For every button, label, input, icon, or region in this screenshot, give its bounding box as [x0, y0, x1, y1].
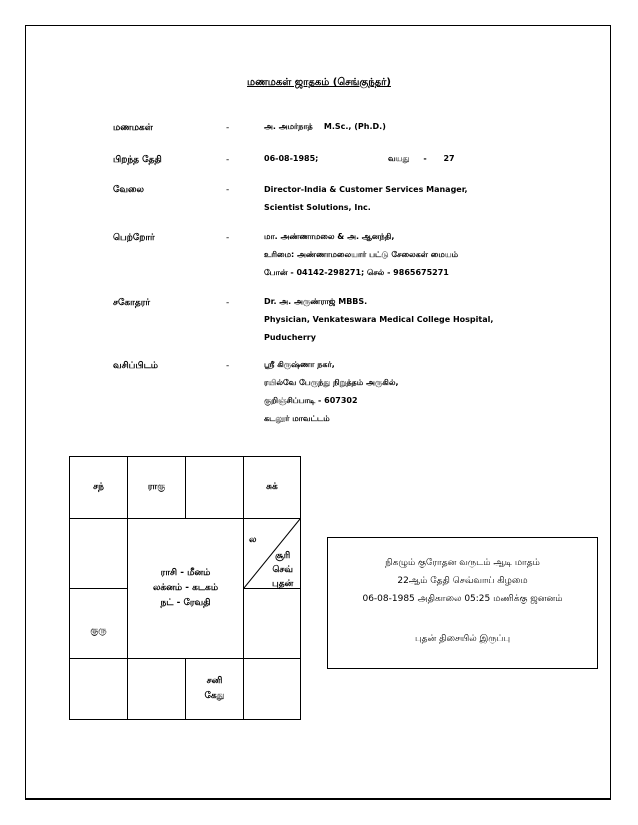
colon: -	[226, 298, 230, 308]
parents-line3: போன் - 04142-298271; செல் - 9865675271	[264, 268, 449, 277]
birth-info-box	[327, 537, 598, 669]
label-bride: மணமகள்	[113, 123, 153, 133]
bride-degree: M.Sc., (Ph.D.)	[323, 122, 386, 131]
chart-cell-r1c1	[69, 456, 128, 519]
address-line4: கடலூர் மாவட்டம்	[264, 414, 330, 423]
planet-moon: சந்	[93, 482, 104, 492]
sibling-line1: Dr. அ. அருண்ராஜ் MBBS.	[264, 297, 368, 306]
info-line3: 06-08-1985 அதிகாலை 05:25 மணிக்கு ஜனனம்	[362, 594, 563, 604]
age-label: வயது	[388, 154, 410, 163]
parents-line1: மா. அண்ணாமலை & அ. ஆனந்தி,	[264, 232, 395, 241]
bride-name: அ. அமர்நாத்	[264, 122, 313, 131]
sibling-line2: Physician, Venkateswara Medical College Hospital,	[264, 315, 494, 324]
lagna-mark: ல	[249, 535, 257, 545]
value-address	[264, 356, 399, 428]
value-job	[264, 181, 468, 217]
planet-ketu: கேது	[204, 691, 225, 701]
nakshatra-line: நட் - ரேவதி	[160, 598, 211, 608]
chart-cell-r4c4	[243, 658, 301, 720]
chart-cell-r1c4	[243, 456, 301, 519]
value-bride	[264, 118, 386, 136]
value-sibling	[264, 293, 493, 347]
rasi-line: ராசி - மீனம்	[160, 568, 211, 578]
chart-cell-r4c2	[127, 658, 186, 720]
planet-group	[272, 549, 293, 591]
age-dash: -	[423, 154, 427, 163]
planet-jupiter: குரு	[90, 626, 107, 636]
chart-cell-r1c2	[127, 456, 186, 519]
chart-cell-r3c4	[243, 588, 301, 659]
chart-cell-r2c1	[69, 518, 128, 589]
lagnam-line: லக்னம் - கடகம்	[152, 583, 219, 593]
chart-center	[127, 518, 244, 659]
colon: -	[226, 233, 230, 243]
colon: -	[226, 361, 230, 371]
planet-sun: சூரி	[275, 551, 291, 561]
label-job: வேலை	[113, 185, 144, 195]
parents-line2: உரிமை: அண்ணாமலையார் பட்டு சேலைகள் மையம்	[264, 250, 459, 259]
chart-cell-r4c3	[185, 658, 244, 720]
chart-cell-r4c1	[69, 658, 128, 720]
planet-rahu: ராகு	[147, 482, 166, 492]
info-line4: புதன் திசையில் இருப்பு	[414, 634, 511, 644]
label-address: வசிப்பிடம்	[113, 361, 158, 371]
colon: -	[226, 185, 230, 195]
chart-cell-r3c1	[69, 588, 128, 659]
colon: -	[226, 155, 230, 165]
colon: -	[226, 123, 230, 133]
horoscope-chart	[69, 456, 301, 720]
address-line3: குறிஞ்சிப்பாடி - 607302	[264, 396, 358, 405]
page-title: மணமகள் ஜாதகம் (செங்குந்தர்)	[247, 77, 391, 88]
job-line1: Director-India & Customer Services Manager,	[264, 185, 468, 194]
dob-date: 06-08-1985;	[264, 154, 319, 163]
label-sibling: சகோதரர்	[113, 298, 151, 308]
sibling-line3: Puducherry	[264, 333, 316, 342]
info-line1: நிகழும் குரோதன வருடம் ஆடி மாதம்	[385, 558, 540, 568]
planet-saturn: சனி	[206, 676, 223, 686]
planet-venus: சுக்	[266, 482, 278, 492]
info-line2: 22ஆம் தேதி செவ்வாய் கிழமை	[397, 576, 528, 586]
label-parents: பெற்றோர்	[113, 233, 155, 243]
address-line2: ரயில்வே பேருந்து நிறுத்தம் அருகில்,	[264, 378, 399, 387]
planet-mercury: புதன்	[272, 579, 294, 589]
label-dob: பிறந்த தேதி	[113, 155, 162, 165]
age-value: 27	[443, 154, 455, 163]
job-line2: Scientist Solutions, Inc.	[264, 203, 371, 212]
planet-mars: செவ்	[272, 565, 293, 575]
address-line1: ஸ்ரீ கிருஷ்ணா நகர்,	[264, 360, 335, 369]
value-parents	[264, 228, 458, 282]
value-age	[388, 150, 455, 168]
chart-cell-r2c4	[243, 518, 301, 589]
chart-cell-r1c3	[185, 456, 244, 519]
